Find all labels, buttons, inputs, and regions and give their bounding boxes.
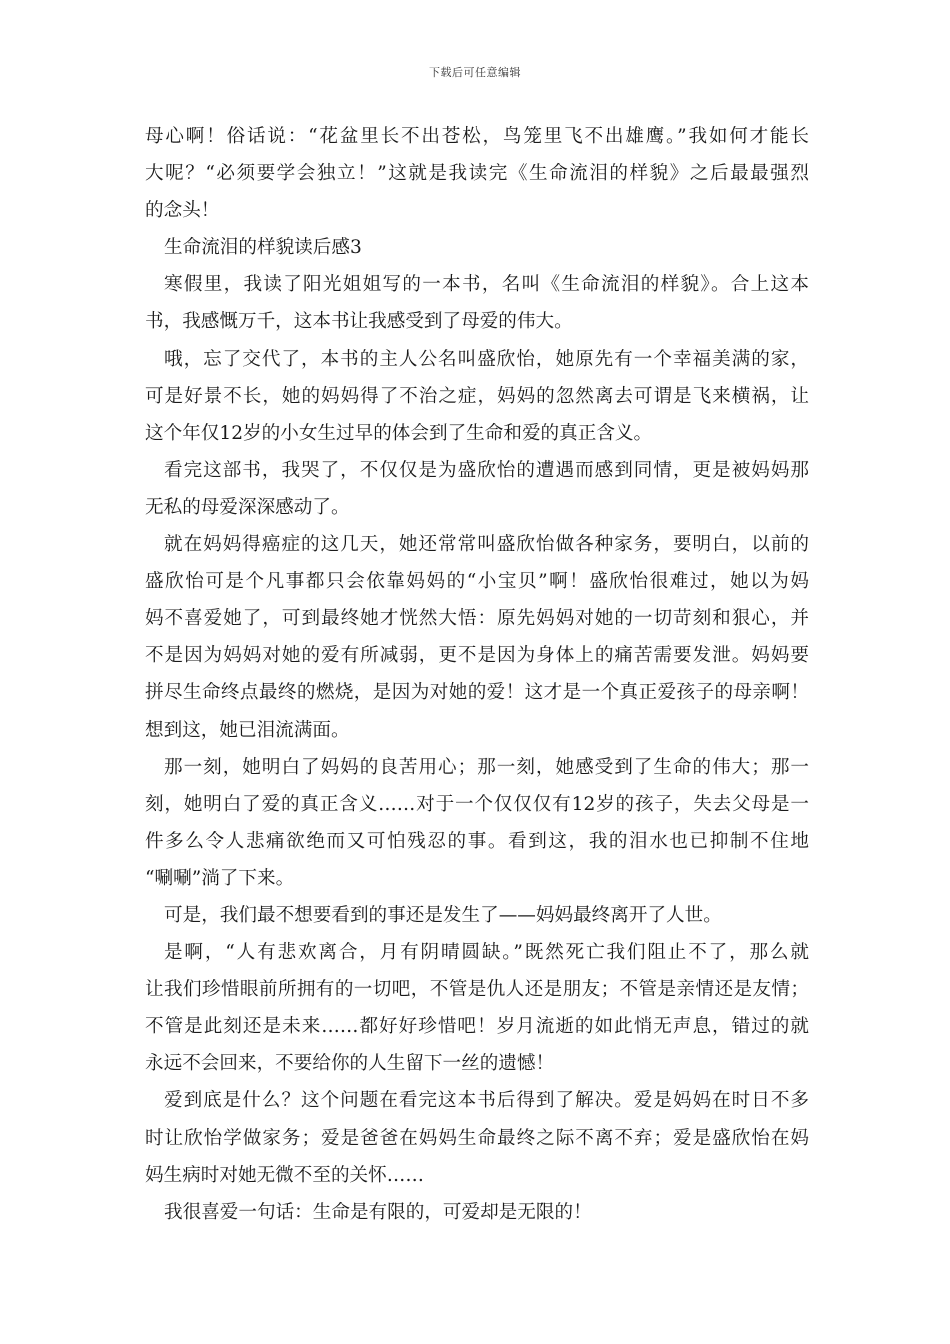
text-line: 时让欣怡学做家务；爱是爸爸在妈妈生命最终之际不离不弃；爱是盛欣怡在妈	[145, 1127, 809, 1149]
text-line: 那一刻，她明白了妈妈的良苦用心；那一刻，她感受到了生命的伟大；那一	[164, 756, 809, 778]
text-line: 件多么令人悲痛欲绝而又可怕残忍的事。看到这，我的泪水也已抑制不住地	[145, 830, 809, 852]
page-header: 下载后可任意编辑	[429, 66, 521, 79]
text-line: 无私的母爱深深感动了。	[145, 496, 350, 518]
text-line: 可是好景不长，她的妈妈得了不治之症，妈妈的忽然离去可谓是飞来横祸，让	[145, 385, 809, 407]
text-line: 哦，忘了交代了，本书的主人公名叫盛欣怡，她原先有一个幸福美满的家，	[164, 348, 809, 370]
text-line: 妈生病时对她无微不至的关怀……	[145, 1164, 424, 1186]
text-line: “唰唰”淌了下来。	[145, 867, 295, 889]
text-line: 刻，她明白了爱的真正含义……对于一个仅仅仅有12岁的孩子，失去父母是一	[145, 793, 809, 815]
text-line: 就在妈妈得癌症的这几天，她还常常叫盛欣怡做各种家务，要明白，以前的	[164, 534, 809, 556]
text-line: 不管是此刻还是未来……都好好珍惜吧！岁月流逝的如此悄无声息，错过的就	[145, 1016, 809, 1038]
text-line: 书，我感慨万千，这本书让我感受到了母爱的伟大。	[145, 311, 573, 333]
text-line: 想到这，她已泪流满面。	[145, 719, 350, 741]
text-line: 爱到底是什么？这个问题在看完这本书后得到了解决。爱是妈妈在时日不多	[164, 1090, 809, 1112]
text-line: 的念头！	[145, 200, 220, 222]
text-line: 大呢？“必须要学会独立！”这就是我读完《生命流泪的样貌》之后最最强烈	[145, 163, 809, 185]
text-line: 不是因为妈妈对她的爱有所减弱，更不是因为身体上的痛苦需要发泄。妈妈要	[145, 645, 809, 667]
text-line: 盛欣怡可是个凡事都只会依靠妈妈的“小宝贝”啊！盛欣怡很难过，她以为妈	[145, 571, 809, 593]
text-line: 永远不会回来，不要给你的人生留下一丝的遗憾！	[145, 1053, 555, 1075]
document-body	[145, 118, 809, 1231]
text-line: 寒假里，我读了阳光姐姐写的一本书，名叫《生命流泪的样貌》。合上这本	[164, 274, 809, 296]
text-line: 母心啊！俗话说：“花盆里长不出苍松，鸟笼里飞不出雄鹰。”我如何才能长	[145, 126, 809, 147]
text-line: 拼尽生命终点最终的燃烧，是因为对她的爱！这才是一个真正爱孩子的母亲啊！	[145, 682, 809, 704]
text-line: 是啊，“人有悲欢离合，月有阴晴圆缺。”既然死亡我们阻止不了，那么就	[164, 942, 809, 964]
text-line: 妈不喜爱她了，可到最终她才恍然大悟：原先妈妈对她的一切苛刻和狠心，并	[145, 608, 809, 630]
text-line: 可是，我们最不想要看到的事还是发生了——妈妈最终离开了人世。	[164, 904, 722, 926]
text-line: 这个年仅12岁的小女生过早的体会到了生命和爱的真正含义。	[145, 422, 653, 444]
text-line: 我很喜爱一句话：生命是有限的，可爱却是无限的！	[164, 1201, 592, 1223]
text-line: 生命流泪的样貌读后感3	[164, 237, 362, 259]
text-line: 看完这部书，我哭了，不仅仅是为盛欣怡的遭遇而感到同情，更是被妈妈那	[164, 459, 809, 481]
text-line: 让我们珍惜眼前所拥有的一切吧，不管是仇人还是朋友；不管是亲情还是友情；	[145, 979, 809, 1001]
